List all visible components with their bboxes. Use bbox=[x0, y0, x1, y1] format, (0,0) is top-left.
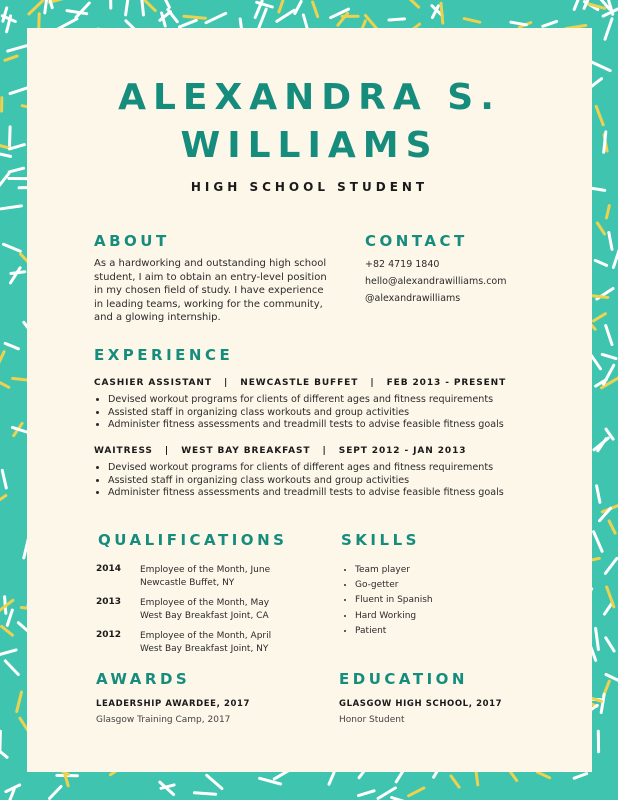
confetti-piece bbox=[464, 19, 480, 23]
confetti-piece bbox=[8, 46, 27, 51]
about-line: and a glowing internship. bbox=[94, 312, 221, 323]
confetti-piece bbox=[359, 791, 375, 796]
confetti-piece bbox=[7, 610, 12, 625]
confetti-piece bbox=[45, 0, 47, 13]
confetti-piece bbox=[2, 470, 6, 488]
confetti-piece bbox=[609, 521, 615, 533]
confetti-piece bbox=[11, 272, 25, 274]
qualification-year: 2014 bbox=[96, 564, 122, 574]
skill-item: • Patient bbox=[355, 624, 555, 639]
confetti-piece bbox=[592, 296, 608, 298]
confetti-piece bbox=[207, 775, 222, 788]
confetti-piece bbox=[10, 145, 25, 149]
confetti-piece bbox=[601, 694, 604, 712]
confetti-piece bbox=[10, 127, 11, 147]
confetti-piece bbox=[597, 223, 604, 234]
skill-item: • Hard Working bbox=[355, 609, 555, 624]
qualification-year: 2012 bbox=[96, 630, 122, 640]
resume-card bbox=[27, 28, 592, 772]
confetti-piece bbox=[602, 354, 616, 358]
qualification-item bbox=[96, 564, 326, 597]
job-title-line: CASHIER ASSISTANT | NEWCASTLE BUFFET | FEB 2013 - PRESENT bbox=[94, 378, 507, 388]
confetti-piece bbox=[613, 249, 618, 268]
confetti-piece bbox=[313, 2, 318, 17]
confetti-piece bbox=[180, 20, 197, 27]
confetti-piece bbox=[184, 16, 206, 18]
confetti-piece bbox=[594, 314, 606, 321]
confetti-piece bbox=[537, 772, 549, 778]
skills-heading: SKILLS bbox=[341, 531, 420, 549]
about-line: student, I aim to obtain an entry-level position bbox=[94, 271, 327, 283]
confetti-piece bbox=[76, 3, 89, 17]
job-bullet: • Assisted staff in organizing class workouts and group activities bbox=[108, 407, 588, 420]
qualification-desc bbox=[140, 564, 270, 597]
skills-list bbox=[341, 563, 555, 639]
confetti-piece bbox=[0, 496, 6, 503]
education-heading: EDUCATION bbox=[339, 670, 468, 688]
confetti-piece bbox=[194, 793, 215, 795]
confetti-piece bbox=[0, 174, 9, 191]
confetti-piece bbox=[607, 206, 610, 218]
name-first-line: ALEXANDRA S. bbox=[118, 77, 501, 118]
confetti-piece bbox=[604, 132, 606, 152]
confetti-piece bbox=[594, 532, 603, 552]
qualification-line: West Bay Breakfast Joint, CA bbox=[140, 610, 269, 621]
confetti-piece bbox=[10, 88, 28, 94]
confetti-piece bbox=[596, 628, 599, 649]
about-line: in my chosen field of study. I have experience bbox=[94, 285, 324, 296]
awards-heading: AWARDS bbox=[96, 670, 191, 688]
confetti-piece bbox=[5, 343, 18, 348]
confetti-piece bbox=[126, 0, 129, 15]
confetti-piece bbox=[4, 244, 21, 251]
confetti-piece bbox=[9, 168, 23, 172]
qualification-line: Employee of the Month, May bbox=[140, 598, 270, 608]
job-title: HIGH SCHOOL STUDENT bbox=[190, 180, 429, 194]
about-line: As a hardworking and outstanding high school bbox=[94, 258, 327, 269]
job-bullet: • Devised workout programs for clients of different ages and fitness requirements bbox=[108, 394, 588, 407]
confetti-piece bbox=[0, 650, 16, 655]
confetti-piece bbox=[596, 106, 603, 124]
job-title-line: WAITRESS | WEST BAY BREAKFAST | SEPT 2012 - JAN 2013 bbox=[94, 446, 467, 456]
confetti-piece bbox=[574, 0, 580, 9]
confetti-piece bbox=[11, 268, 21, 283]
confetti-piece bbox=[605, 19, 612, 39]
confetti-piece bbox=[29, 0, 43, 14]
confetti-piece bbox=[451, 776, 459, 787]
confetti-piece bbox=[597, 486, 600, 503]
contact-handle: @alexandrawilliams bbox=[365, 293, 461, 304]
confetti-piece bbox=[605, 558, 616, 573]
confetti-piece bbox=[604, 603, 612, 615]
confetti-piece bbox=[408, 0, 418, 7]
contact-details bbox=[365, 259, 575, 310]
confetti-piece bbox=[606, 326, 612, 345]
about-text bbox=[94, 257, 354, 325]
qualification-year: 2013 bbox=[96, 597, 122, 607]
confetti-piece bbox=[441, 3, 443, 23]
confetti-piece bbox=[609, 233, 612, 250]
about-heading: ABOUT bbox=[94, 232, 170, 250]
skill-item: • Go-getter bbox=[355, 578, 555, 593]
confetti-piece bbox=[329, 773, 334, 785]
award-detail: Glasgow Training Camp, 2017 bbox=[96, 715, 231, 725]
qualification-desc bbox=[140, 597, 269, 630]
award-title: LEADERSHIP AWARDEE, 2017 bbox=[96, 699, 251, 709]
confetti-piece bbox=[543, 21, 557, 26]
confetti-piece bbox=[3, 8, 7, 21]
confetti-piece bbox=[2, 626, 13, 635]
name-second-line: WILLIAMS bbox=[180, 125, 439, 166]
confetti-piece bbox=[0, 380, 9, 387]
confetti-piece bbox=[1, 206, 21, 209]
qualification-item bbox=[96, 597, 326, 630]
job-bullets bbox=[94, 462, 588, 500]
confetti-piece bbox=[50, 787, 62, 799]
confetti-piece bbox=[5, 661, 18, 675]
qualification-line: Newcastle Buffet, NY bbox=[140, 577, 235, 588]
qualification-line: West Bay Breakfast Joint, NY bbox=[140, 643, 269, 654]
job-bullets bbox=[94, 394, 588, 432]
job-bullet: • Administer fitness assessments and treadmill tests to advise feasible fitness goals bbox=[108, 487, 588, 500]
confetti-piece bbox=[279, 0, 285, 12]
confetti-piece bbox=[0, 352, 4, 369]
qualification-line: Employee of the Month, April bbox=[140, 631, 272, 641]
confetti-piece bbox=[142, 0, 144, 15]
experience-heading: EXPERIENCE bbox=[94, 346, 234, 364]
job-bullet: • Administer fitness assessments and treadmill tests to advise feasible fitness goals bbox=[108, 419, 588, 432]
qualification-item bbox=[96, 630, 326, 663]
confetti-piece bbox=[595, 260, 606, 265]
confetti-piece bbox=[206, 13, 226, 22]
job-bullet: • Assisted staff in organizing class workouts and group activities bbox=[108, 475, 588, 488]
about-line: in leading teams, working for the community, bbox=[94, 298, 323, 310]
confetti-piece bbox=[5, 56, 17, 60]
confetti-piece bbox=[295, 1, 301, 13]
confetti-piece bbox=[259, 9, 266, 28]
education-title: GLASGOW HIGH SCHOOL, 2017 bbox=[339, 699, 503, 709]
confetti-piece bbox=[589, 4, 605, 8]
job-bullet: • Devised workout programs for clients of different ages and fitness requirements bbox=[108, 462, 588, 475]
qualifications-list bbox=[96, 564, 326, 663]
qualification-line: Employee of the Month, June bbox=[140, 565, 271, 575]
confetti-piece bbox=[0, 154, 11, 157]
confetti-piece bbox=[260, 778, 281, 784]
qualifications-heading: QUALIFICATIONS bbox=[98, 531, 288, 549]
skill-item: • Fluent in Spanish bbox=[355, 593, 555, 608]
confetti-piece bbox=[606, 638, 614, 651]
confetti-piece bbox=[17, 692, 22, 711]
skill-item: • Team player bbox=[355, 563, 555, 578]
confetti-piece bbox=[592, 62, 610, 71]
confetti-piece bbox=[163, 0, 169, 7]
qualification-desc bbox=[140, 630, 271, 663]
confetti-piece bbox=[574, 774, 586, 779]
contact-heading: CONTACT bbox=[365, 232, 468, 250]
confetti-piece bbox=[409, 788, 424, 796]
education-detail: Honor Student bbox=[339, 715, 405, 725]
contact-phone: +82 4719 1840 bbox=[365, 259, 440, 270]
confetti-piece bbox=[389, 19, 405, 20]
contact-email: hello@alexandrawilliams.com bbox=[365, 276, 507, 287]
confetti-piece bbox=[511, 22, 526, 25]
